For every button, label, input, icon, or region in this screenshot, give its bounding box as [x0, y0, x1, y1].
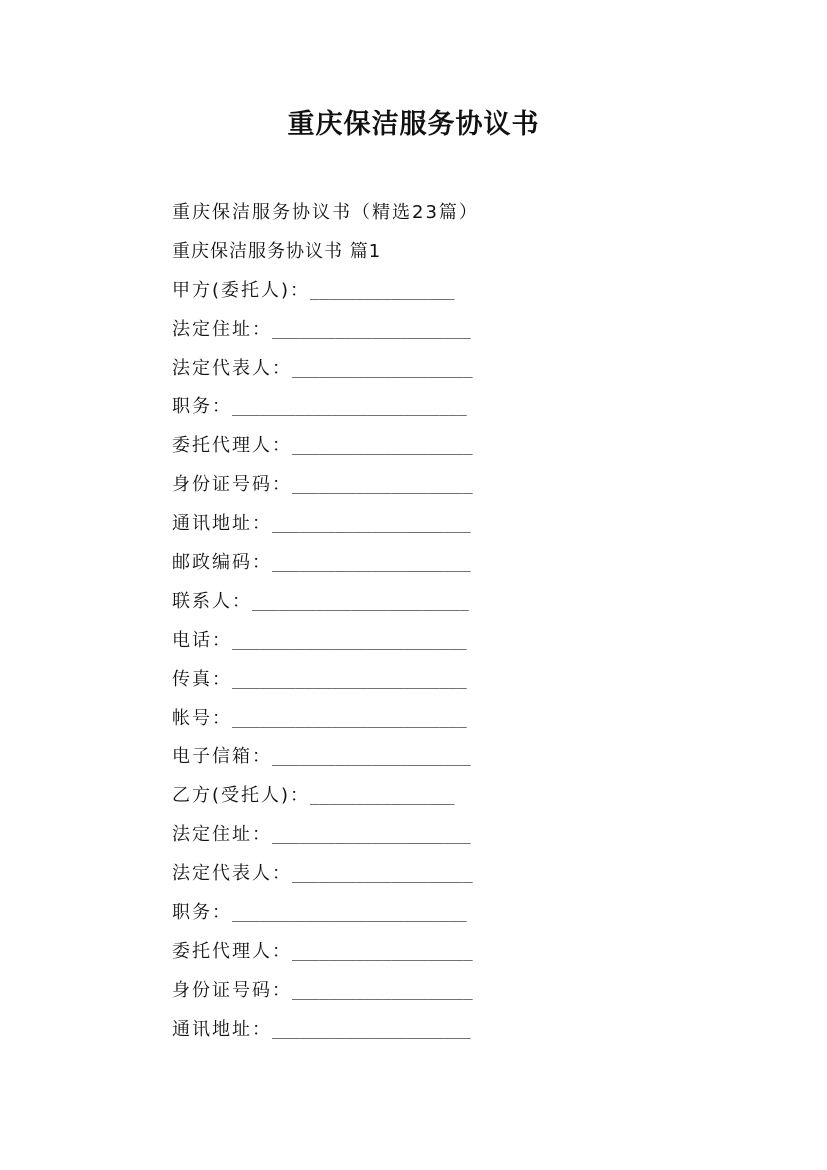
- field-blank: ______________________: [272, 515, 471, 534]
- document-title: 重庆保洁服务协议书: [287, 109, 540, 140]
- field-label: 通讯地址：: [172, 1018, 272, 1040]
- field-label: 联系人：: [172, 590, 252, 612]
- field-blank: __________________________: [232, 631, 467, 650]
- party-a-header-label: 甲方(委托人)：: [172, 279, 311, 301]
- field-label: 身份证号码：: [172, 474, 292, 496]
- document-body: [172, 194, 532, 1050]
- party-a-field-contact: [172, 583, 532, 622]
- document-subtitle: 重庆保洁服务协议书（精选23篇）: [172, 202, 479, 223]
- party-b-header: [172, 777, 532, 816]
- section-heading: 重庆保洁服务协议书 篇1: [172, 240, 382, 262]
- field-blank: __________________________: [232, 670, 467, 689]
- party-b-field-id-number: [172, 972, 532, 1011]
- party-a-field-account: [172, 700, 532, 739]
- party-a-field-agent: [172, 427, 532, 466]
- field-blank: __________________________: [232, 709, 467, 728]
- field-label: 邮政编码：: [172, 552, 272, 574]
- party-b-header-label: 乙方(受托人)：: [172, 785, 311, 807]
- field-blank: ____________________: [292, 981, 473, 1000]
- field-label: 身份证号码：: [172, 979, 292, 1001]
- party-b-field-position: [172, 894, 532, 933]
- field-label: 法定代表人：: [172, 357, 292, 379]
- field-blank: ____________________: [292, 942, 473, 961]
- party-b-field-agent: [172, 933, 532, 972]
- field-blank: __________________________: [232, 398, 467, 417]
- party-a-field-id-number: [172, 466, 532, 505]
- field-blank: ______________________: [272, 826, 471, 845]
- field-blank: ____________________: [292, 437, 473, 456]
- party-a-field-address: [172, 311, 532, 350]
- field-label: 委托代理人：: [172, 435, 292, 457]
- field-label: 职务：: [172, 396, 232, 418]
- field-blank: ______________________: [272, 748, 471, 767]
- party-a-field-position: [172, 388, 532, 427]
- field-blank: ______________________: [272, 320, 471, 339]
- field-label: 通讯地址：: [172, 513, 272, 535]
- field-label: 帐号：: [172, 707, 232, 729]
- field-blank: ____________________: [292, 476, 473, 495]
- party-b-field-legal-rep: [172, 855, 532, 894]
- field-label: 电子信箱：: [172, 746, 272, 768]
- field-blank: ________________________: [252, 592, 469, 611]
- field-label: 法定代表人：: [172, 863, 292, 885]
- field-label: 电话：: [172, 629, 232, 651]
- party-a-header-blank: ________________: [310, 281, 455, 300]
- party-b-field-mailing-address: [172, 1011, 532, 1050]
- field-blank: ______________________: [272, 554, 471, 573]
- party-a-field-email: [172, 738, 532, 777]
- party-a-header: [172, 272, 532, 311]
- party-a-field-fax: [172, 661, 532, 700]
- party-a-field-postcode: [172, 544, 532, 583]
- field-label: 法定住址：: [172, 318, 272, 340]
- field-label: 职务：: [172, 902, 232, 924]
- field-blank: ____________________: [292, 865, 473, 884]
- party-a-field-phone: [172, 622, 532, 661]
- field-blank: ______________________: [272, 1020, 471, 1039]
- field-label: 传真：: [172, 668, 232, 690]
- field-label: 委托代理人：: [172, 940, 292, 962]
- party-b-field-address: [172, 816, 532, 855]
- field-blank: __________________________: [232, 904, 467, 923]
- field-blank: ____________________: [292, 359, 473, 378]
- party-b-header-blank: ________________: [310, 787, 455, 806]
- field-label: 法定住址：: [172, 824, 272, 846]
- party-a-field-mailing-address: [172, 505, 532, 544]
- party-a-field-legal-rep: [172, 350, 532, 389]
